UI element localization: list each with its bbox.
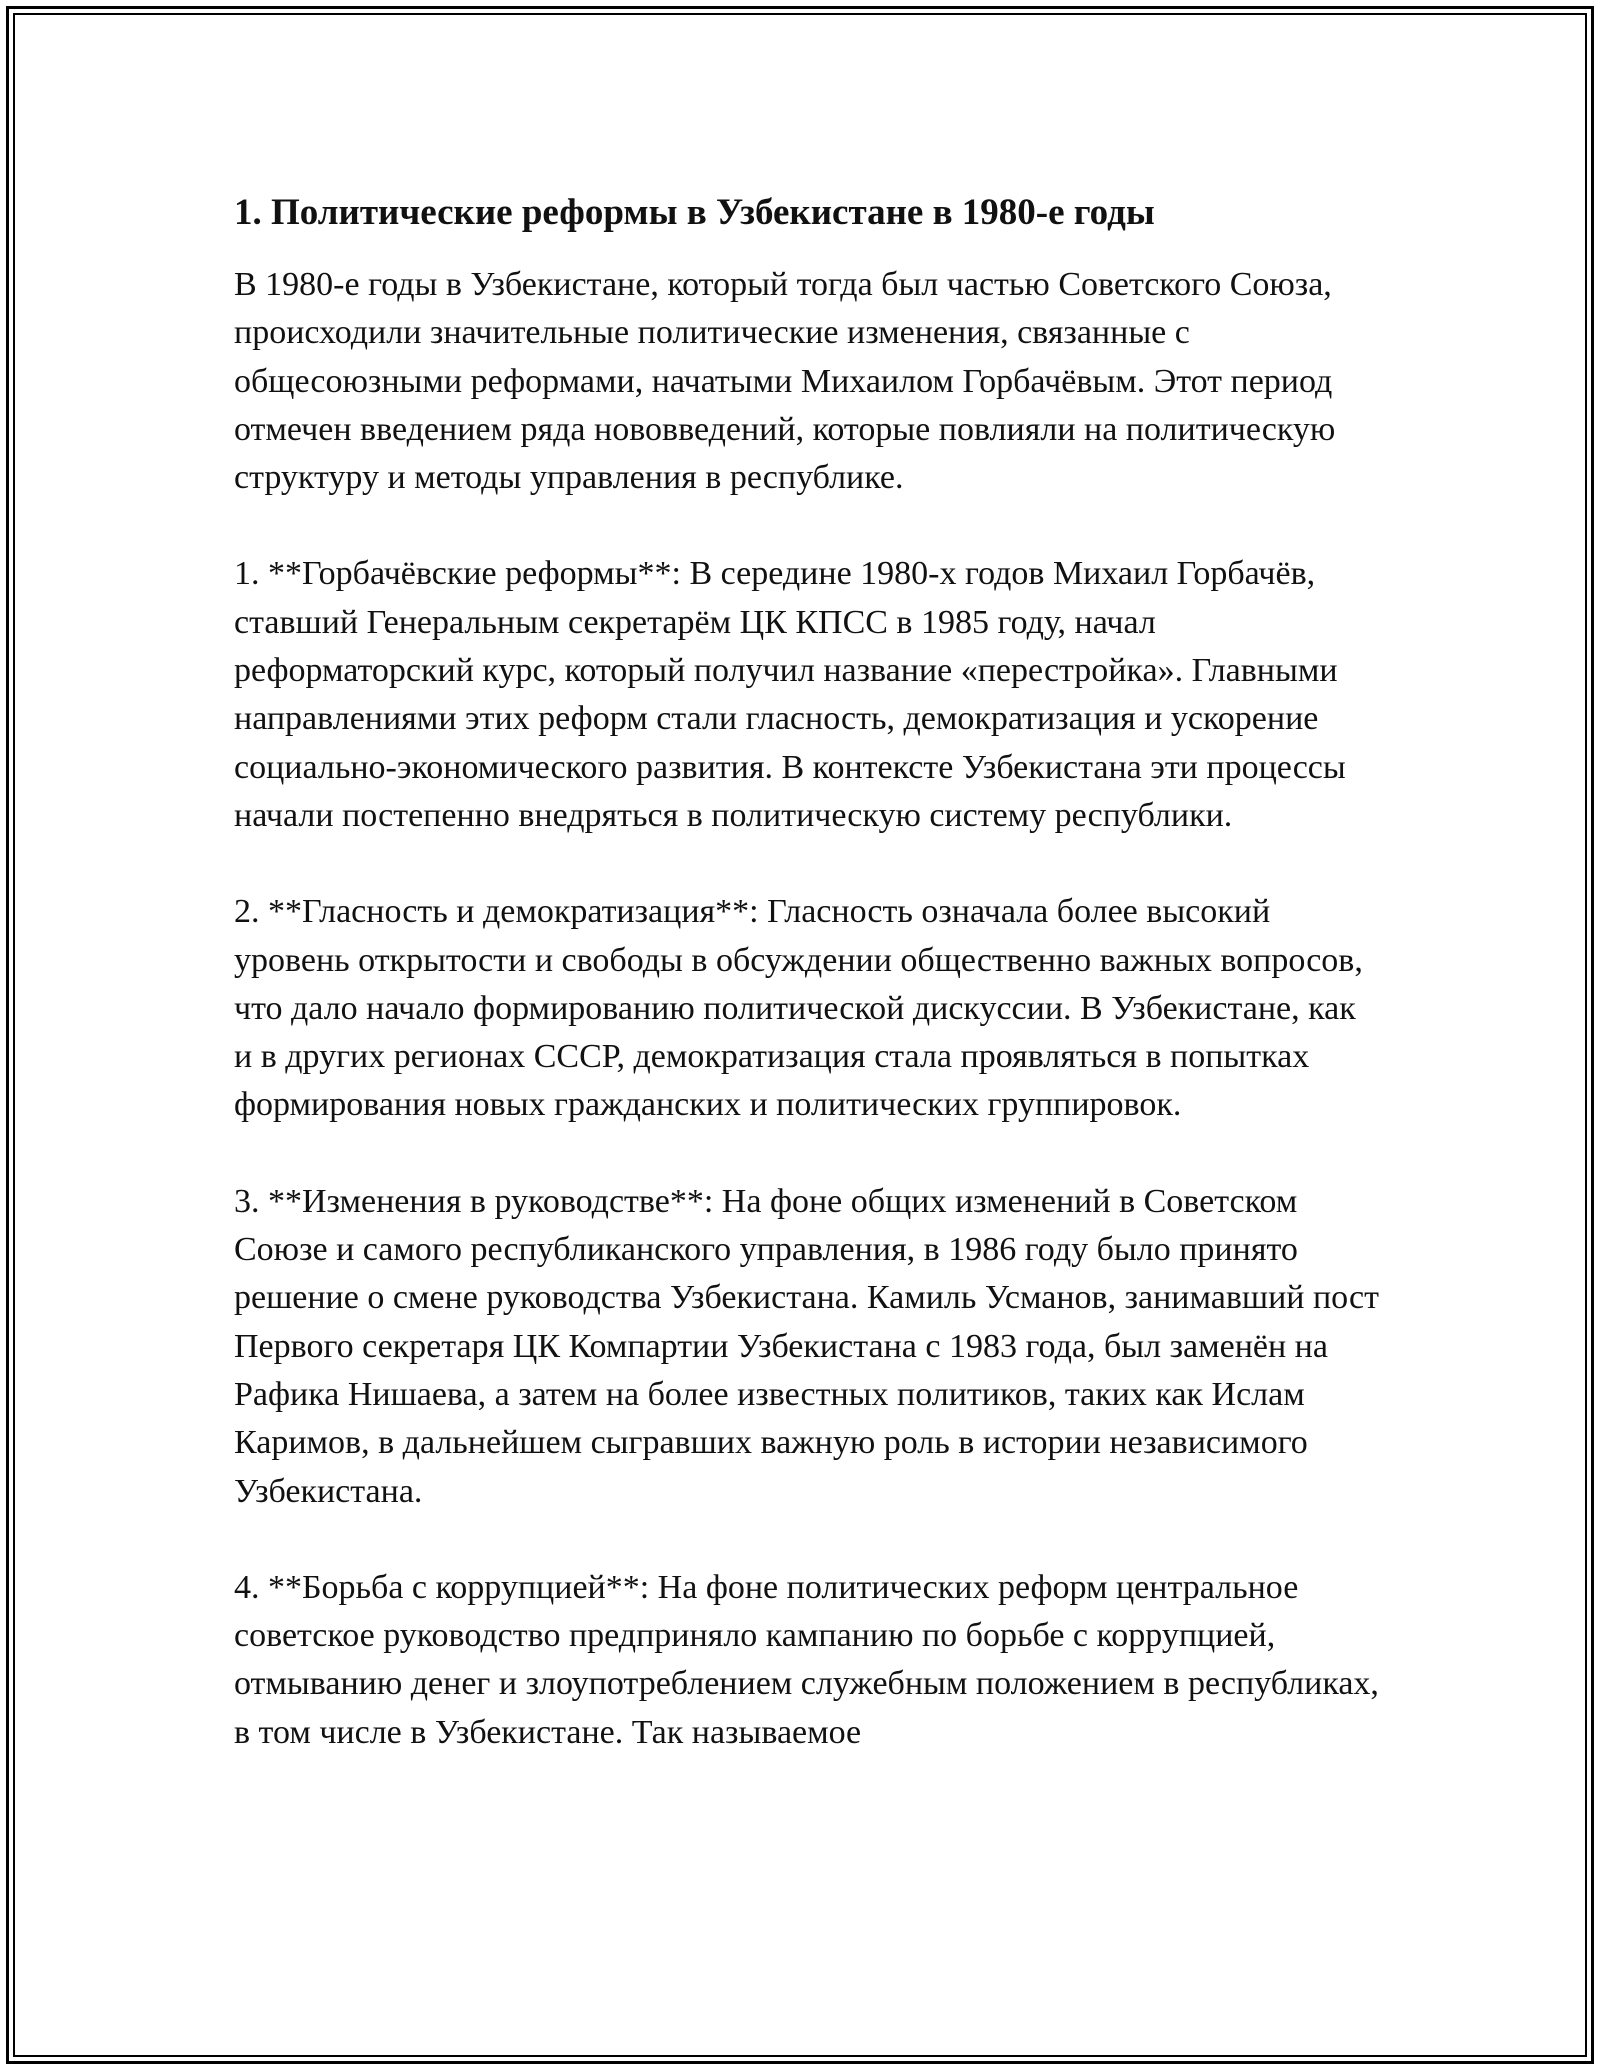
paragraph-leadership-changes: 3. **Изменения в руководстве**: На фоне общих изменений в Советском Союзе и самого республиканского управления, в 1986 году было принято решение о смене руководства Узбекистана. Камиль Усманов, занимавший пост Первого секретаря ЦК Компартии Узбекистана с 1983 года, был заменён на Рафика Нишаева, а затем на более известных политиков, таких как Ислам Каримов, в дальнейшем сыгравших важную роль в истории независимого Узбекистана. xyxy=(234,1182,1379,1510)
paragraph-glasnost: 2. **Гласность и демократизация**: Гласность означала более высокий уровень открытости и свободы в обсуждении общественно важных вопросов, что дало начало формированию политической дискуссии. В Узбекистане, как и в других регионах СССР, демократизация стала проявляться в попытках формирования новых гражданских и политических группировок. xyxy=(234,893,1363,1124)
paragraph-intro: В 1980-е годы в Узбекистане, который тогда был частью Советского Союза, происходили значительные политические изменения, связанные с общесоюзными реформами, начатыми Михаилом Горбачёвым. Этот период отмечен введением ряда нововведений, которые повлияли на политическую структуру и методы управления в республике. xyxy=(234,266,1336,497)
paragraph-anti-corruption: 4. **Борьба с коррупцией**: На фоне политических реформ центральное советское руководство предприняло кампанию по борьбе с коррупцией, отмыванию денег и злоупотреблением служебным положением в республиках, в том числе в Узбекистане. Так называемое xyxy=(234,1568,1379,1751)
paragraph-gorbachev-reforms: 1. **Горбачёвские реформы**: В середине 1980-х годов Михаил Горбачёв, ставший Генеральным секретарём ЦК КПСС в 1985 году, начал реформаторский курс, который получил название «перестройка». Главными направлениями этих реформ стали гласность, демократизация и ускорение социально-экономического развития. В контексте Узбекистана эти процессы начали постепенно внедряться в политическую систему республики. xyxy=(234,555,1346,834)
document-body xyxy=(234,187,1379,1805)
section-heading: 1. Политические реформы в Узбекистане в 1980-е годы xyxy=(234,192,1155,233)
